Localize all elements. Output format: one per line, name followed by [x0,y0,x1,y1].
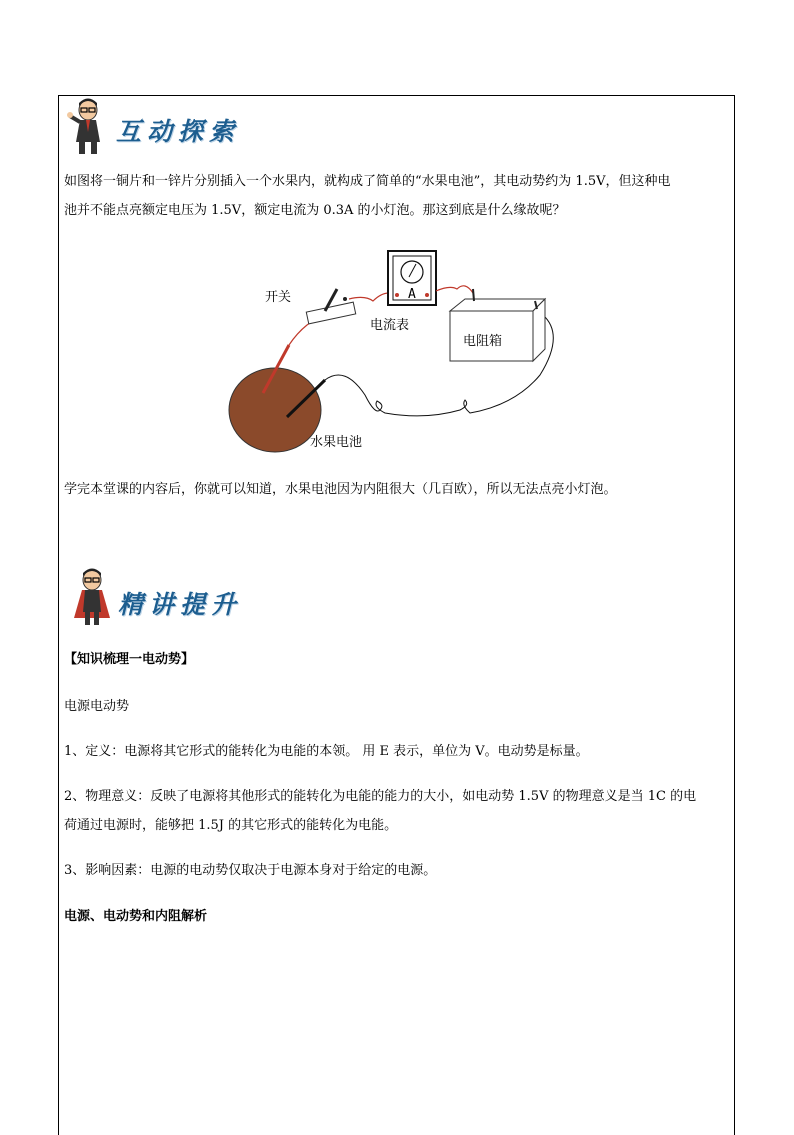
circuit-diagram [225,245,585,465]
resistance-box [450,289,545,361]
item-factors: 3、影响因素：电源的电动势仅取决于电源本身对于给定的电源。 [64,863,437,878]
analysis-title: 电源、电动势和内阻解析 [64,909,208,924]
item-meaning-line-2: 荷通过电源时，能够把 1.5J 的其它形式的能转化为电能。 [64,818,398,833]
section-heading-lecture: 精讲提升 [118,590,243,619]
teacher-avatar-icon [66,98,112,156]
intro-line-2: 池并不能点亮额定电压为 1.5V，额定电流为 0.3A 的小灯泡。那这到底是什么缘故呢？ [64,203,566,218]
conclusion-text: 学完本堂课的内容后，你就可以知道，水果电池因为内阻很大（几百欧），所以无法点亮小灯泡。 [64,482,617,497]
item-meaning-line-1: 2、物理意义：反映了电源将其他形式的能转化为电能的能力的大小，如电动势 1.5V 的物理意义是当 1C 的电 [64,789,697,804]
switch [306,289,355,324]
item-definition: 1、定义：电源将其它形式的能转化为电能的本领。 用 E 表示，单位为 V。电动势是标量。 [64,744,589,759]
fruit-battery-label: 水果电池 [310,435,363,450]
ammeter-symbol: A [408,287,416,302]
fruit-battery [229,368,321,452]
topic-title: 【知识梳理一电动势】 [64,652,195,667]
ammeter-label: 电流表 [370,318,410,333]
section-heading-explore: 互动探索 [116,117,241,146]
teacher-avatar-cape-icon [70,568,116,628]
ammeter [388,251,436,305]
intro-line-1: 如图将一铜片和一锌片分别插入一个水果内，就构成了简单的“水果电池”，其电动势约为 1.5V，但这种电 [64,174,671,189]
resistance-box-label: 电阻箱 [463,334,503,349]
subtitle-emf: 电源电动势 [64,699,130,714]
switch-label: 开关 [265,290,292,305]
